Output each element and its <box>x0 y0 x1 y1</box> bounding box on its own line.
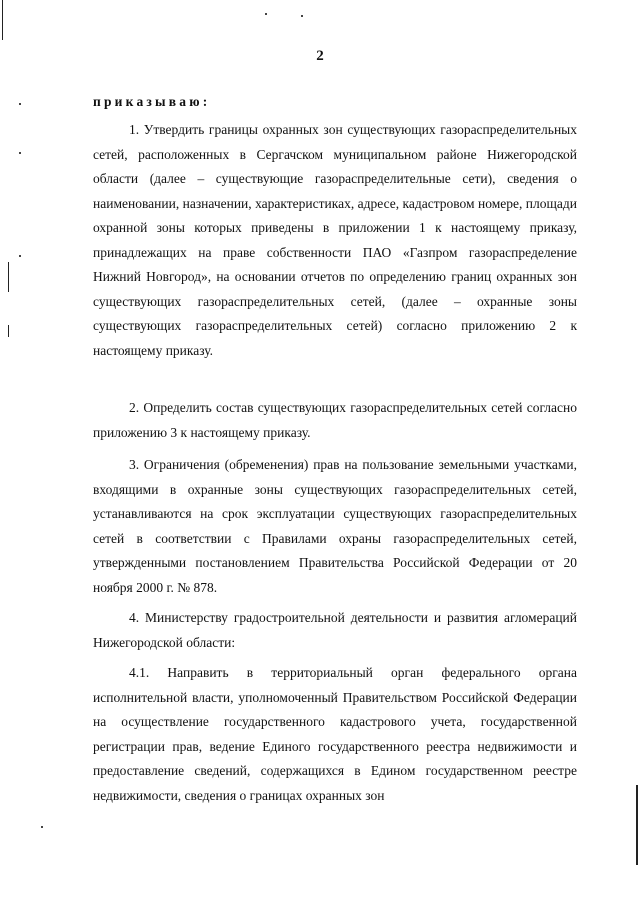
scan-edge-line-left <box>2 0 3 40</box>
paragraph-4-1: 4.1. Направить в территориальный орган федерального органа исполнительной власти, уполномоченный Правительством Российской Федерации на осуществление государственного кадастрового учета, государственной регистрации прав, ведение Единого государственного реестра недвижимости и предоставление сведений, содержащихся в Едином государственном реестре недвижимости, сведения о границах охранных зон <box>93 665 577 803</box>
scan-dot <box>19 152 21 154</box>
scan-edge-line-left-3 <box>8 325 9 337</box>
scan-dot <box>19 255 21 257</box>
paragraph-4: 4. Министерству градостроительной деятельности и развития агломераций Нижегородской области: <box>93 610 577 650</box>
scan-dot <box>19 103 21 105</box>
scan-dot <box>41 826 43 828</box>
paragraph-1: 1. Утвердить границы охранных зон существующих газораспределительных сетей, расположенных в Сергачском муниципальном районе Нижегородской области (далее – существующие газораспределительные сети), сведения о наименовании, назначении, характеристиках, адресе, кадастровом номере, площади охранной зоны которых приведены в приложении 1 к настоящему приказу, принадлежащих на праве собственности ПАО «Газпром газораспределение Нижний Новгород», на основании отчетов по определению границ охранных зон существующих газораспределительных сетей, (далее – охранные зоны существующих газораспределительных сетей) согласно приложению 2 к настоящему приказу. <box>93 122 577 358</box>
paragraph-3: 3. Ограничения (обременения) прав на пользование земельными участками, входящими в охранные зоны существующих газораспределительных сетей, устанавливаются на срок эксплуатации существующих газораспределительных сетей в соответствии с Правилами охраны газораспределительных сетей, утвержденными постановлением Правительства Российской Федерации от 20 ноября 2000 г. № 878. <box>93 457 577 595</box>
order-heading: приказываю: <box>93 94 211 109</box>
paragraph-2: 2. Определить состав существующих газораспределительных сетей согласно приложению 3 к настоящему приказу. <box>93 400 577 440</box>
page-number: 2 <box>316 48 324 64</box>
scan-edge-line-right <box>636 785 638 865</box>
scan-edge-line-left-2 <box>8 262 9 292</box>
scan-dot <box>301 15 303 17</box>
scan-dot <box>265 13 267 15</box>
